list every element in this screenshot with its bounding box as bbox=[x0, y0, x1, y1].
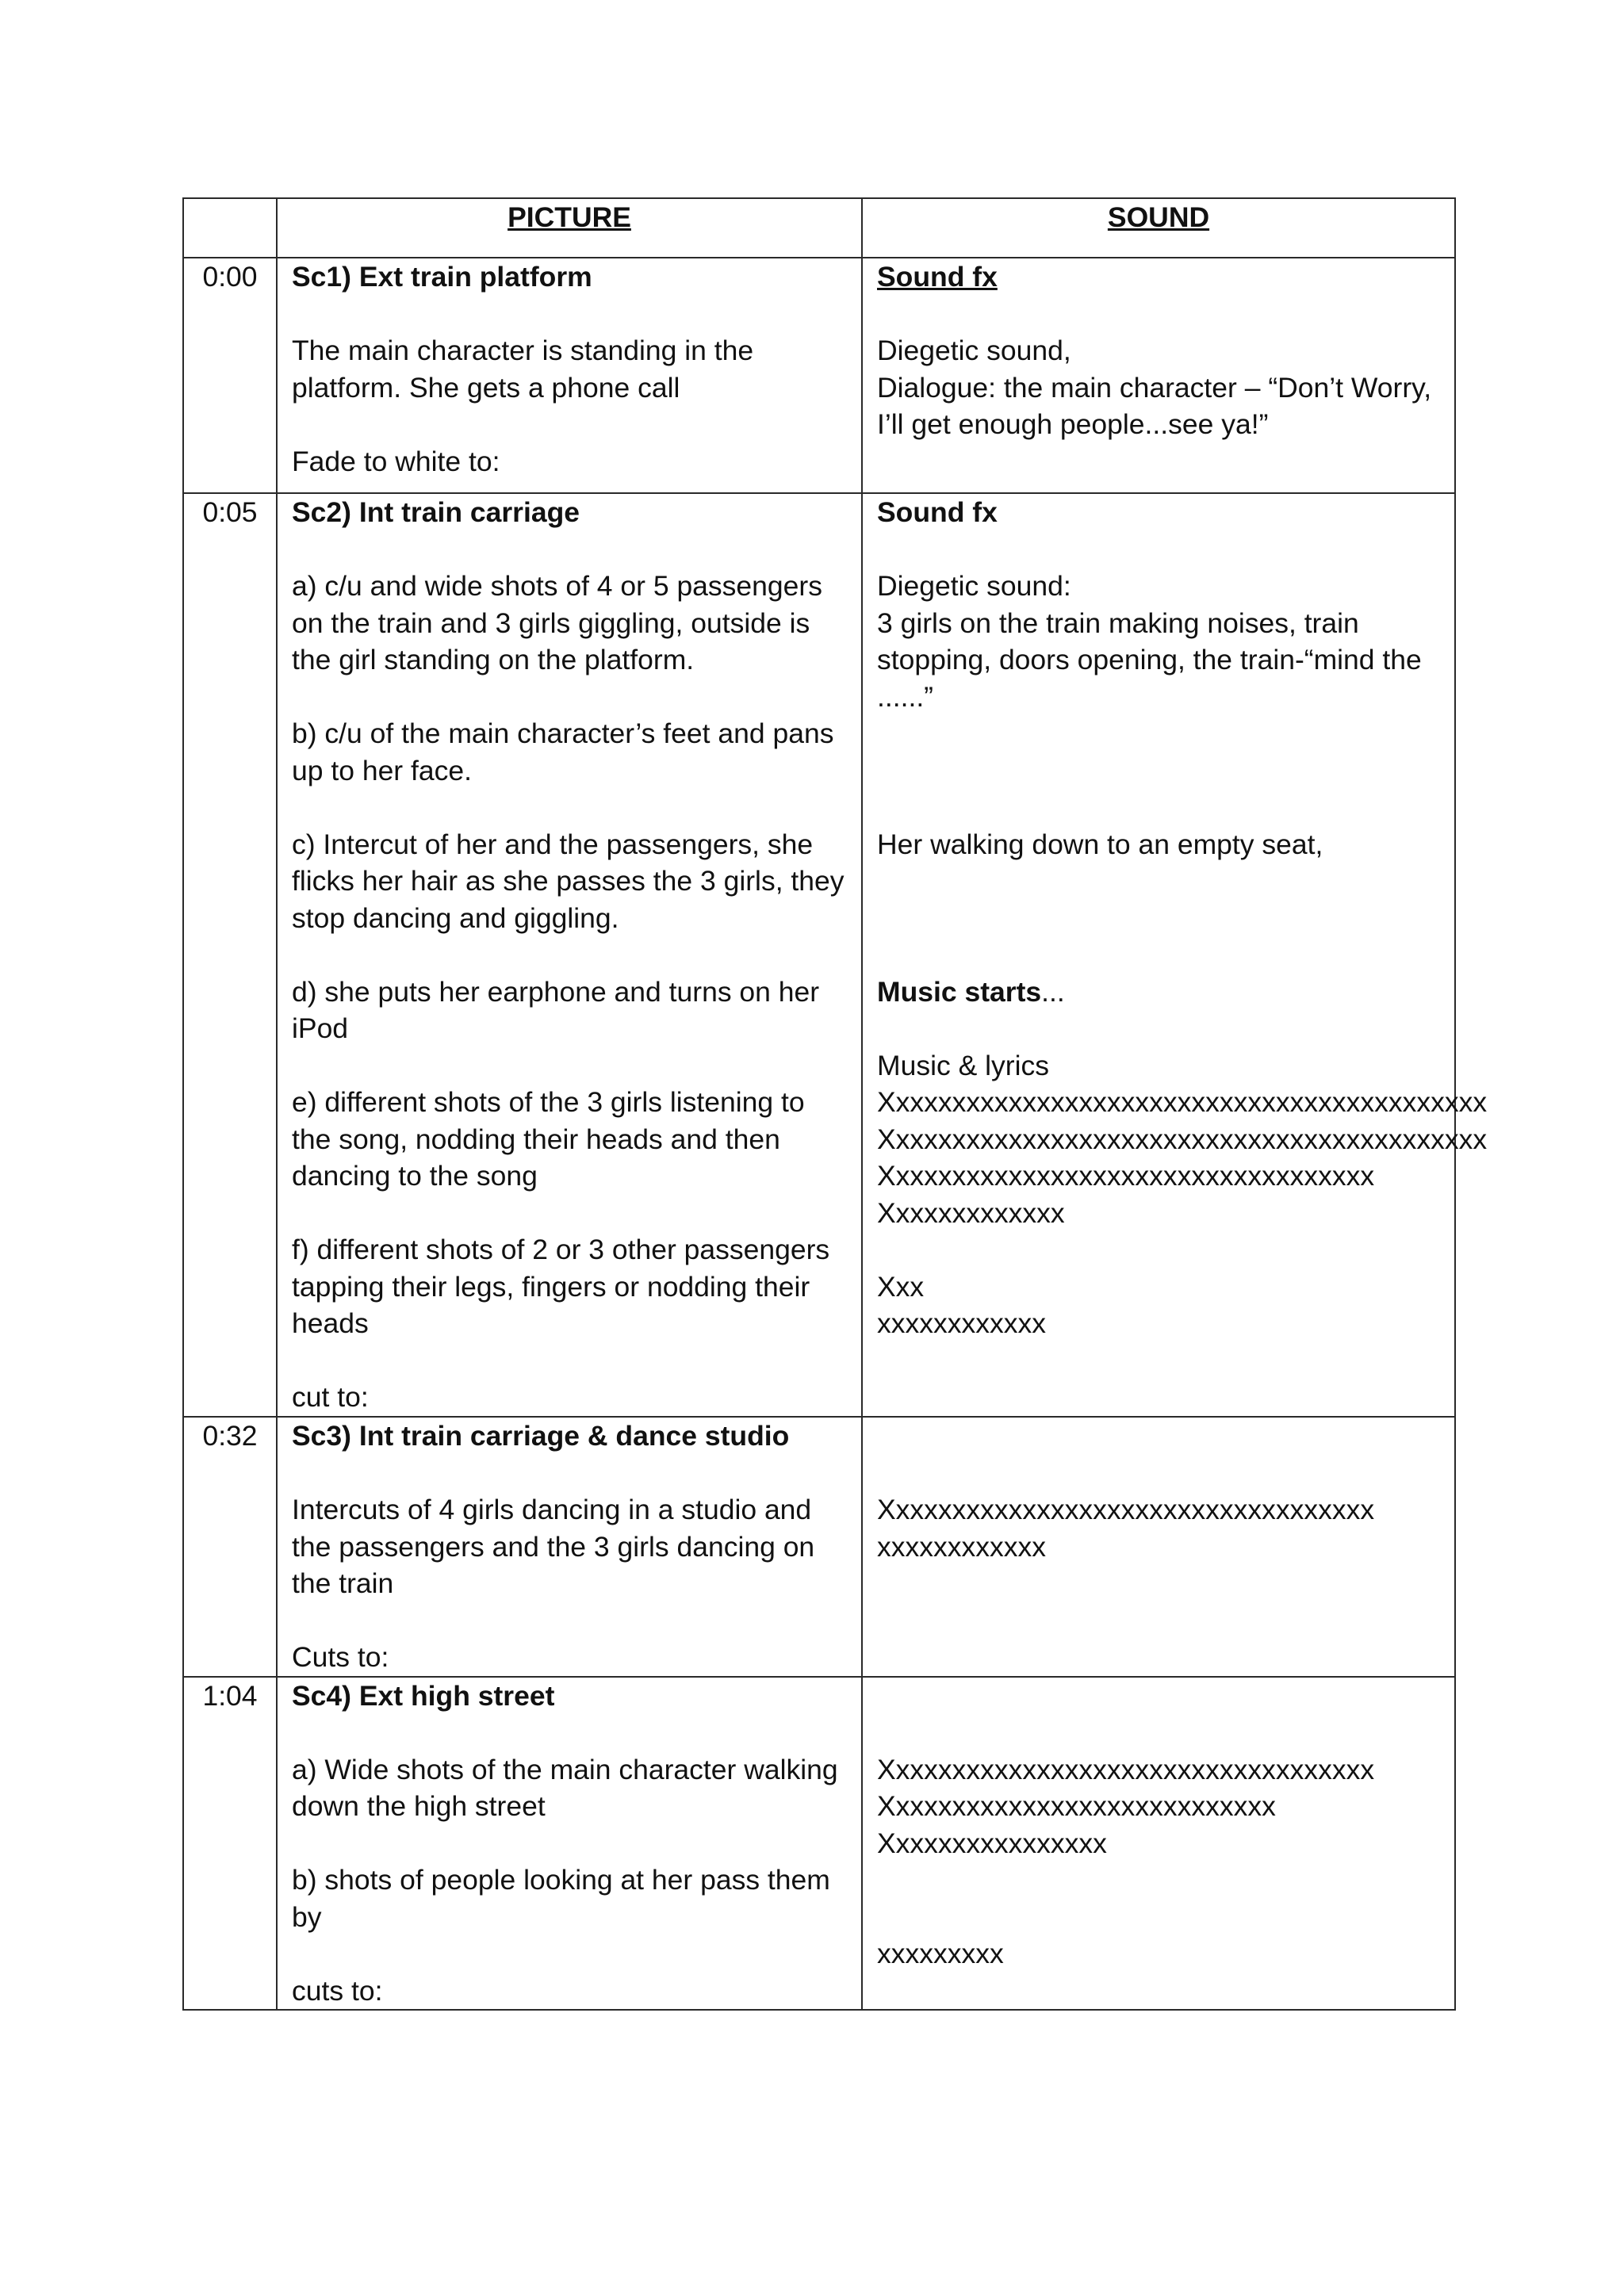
lyric-line: Xxxxxxxxxxxxxxxxxxxxxxxxxxxxxxxxxxx bbox=[877, 1494, 1375, 1525]
lyric-line: xxxxxxxxxxxx bbox=[877, 1307, 1046, 1339]
timecode: 0:05 bbox=[183, 493, 277, 1417]
scene-heading: Sc4) Ext high street bbox=[292, 1679, 555, 1712]
sound-text: Her walking down to an empty seat, bbox=[877, 828, 1323, 860]
transition-text: Cuts to: bbox=[292, 1641, 389, 1673]
sound-cell bbox=[862, 493, 1488, 1417]
picture-header: PICTURE bbox=[277, 198, 862, 258]
timecode: 0:32 bbox=[183, 1417, 277, 1677]
table-row bbox=[183, 1417, 1455, 1677]
transition-text: Fade to white to: bbox=[292, 445, 500, 477]
picture-text: f) different shots of 2 or 3 other passengers tapping their legs, fingers or nodding their heads bbox=[292, 1234, 830, 1339]
picture-text: e) different shots of the 3 girls listening to the song, nodding their heads and then dancing to the song bbox=[292, 1086, 805, 1192]
sound-heading: Sound fx bbox=[877, 496, 998, 528]
timecode: 0:00 bbox=[183, 258, 277, 493]
sound-text: Diegetic sound: bbox=[877, 570, 1071, 602]
lyric-line: Xxxxxxxxxxxxxxxxxxxxxxxxxxxxxxxxxxx bbox=[877, 1753, 1375, 1785]
timecode: 1:04 bbox=[183, 1677, 277, 2011]
lyric-line: Xxxxxxxxxxxxxxxxxxxxxxxxxxxxxxxxxxxxxxxxxxx bbox=[877, 1123, 1488, 1155]
transition-text: cut to: bbox=[292, 1381, 369, 1413]
picture-text: b) shots of people looking at her pass them by bbox=[292, 1864, 830, 1933]
sound-heading: Sound fx bbox=[877, 261, 998, 293]
picture-text: d) she puts her earphone and turns on her iPod bbox=[292, 975, 820, 1044]
picture-cell bbox=[277, 1677, 862, 2011]
lyric-line: Xxx bbox=[877, 1270, 925, 1303]
picture-text: a) Wide shots of the main character walking down the high street bbox=[292, 1753, 838, 1822]
scene-heading: Sc2) Int train carriage bbox=[292, 496, 580, 528]
sound-cell bbox=[862, 1677, 1455, 2011]
lyric-line: Xxxxxxxxxxxxx bbox=[877, 1196, 1065, 1229]
scene-heading: Sc3) Int train carriage & dance studio bbox=[292, 1420, 790, 1452]
picture-text: The main character is standing in the platform. She gets a phone call bbox=[292, 335, 754, 404]
sound-cell bbox=[862, 258, 1455, 493]
table-row bbox=[183, 1677, 1455, 2011]
picture-cell bbox=[277, 1417, 862, 1677]
picture-text: a) c/u and wide shots of 4 or 5 passengers on the train and 3 girls giggling, outside is the girl standing on the platform. bbox=[292, 570, 822, 675]
lyric-line: Xxxxxxxxxxxxxxxxxxxxxxxxxxxxxxxxxxx bbox=[877, 1160, 1375, 1192]
transition-text: cuts to: bbox=[292, 1974, 383, 2007]
scene-heading: Sc1) Ext train platform bbox=[292, 261, 592, 293]
picture-text: Intercuts of 4 girls dancing in a studio and the passengers and the 3 girls dancing on the train bbox=[292, 1494, 815, 1599]
picture-text: c) Intercut of her and the passengers, she flicks her hair as she passes the 3 girls, they stop dancing and giggling. bbox=[292, 828, 845, 934]
script-table bbox=[182, 197, 1488, 2011]
music-starts-ellipsis: ... bbox=[1041, 975, 1065, 1008]
lyric-line: xxxxxxxxx bbox=[877, 1938, 1004, 1969]
music-starts-label: Music starts bbox=[877, 975, 1042, 1008]
sound-text: Music & lyrics bbox=[877, 1049, 1049, 1081]
picture-cell bbox=[277, 493, 862, 1417]
lyric-line: Xxxxxxxxxxxxxxxxxxxxxxxxxxxxxxxxxxxxxxxxxxx bbox=[877, 1086, 1488, 1118]
picture-text: b) c/u of the main character’s feet and pans up to her face. bbox=[292, 718, 834, 786]
picture-cell bbox=[277, 258, 862, 493]
sound-header: SOUND bbox=[862, 198, 1455, 258]
lyric-line: Xxxxxxxxxxxxxxxxxxxxxxxxxxxx bbox=[877, 1790, 1276, 1822]
sound-text: Diegetic sound, bbox=[877, 335, 1071, 366]
lyric-line: Xxxxxxxxxxxxxxxx bbox=[877, 1827, 1107, 1859]
time-header bbox=[183, 198, 277, 258]
table-row bbox=[183, 493, 1455, 1417]
sound-cell bbox=[862, 1417, 1455, 1677]
header-row bbox=[183, 198, 1455, 258]
lyric-line: xxxxxxxxxxxx bbox=[877, 1530, 1046, 1563]
table-row bbox=[183, 258, 1455, 493]
sound-text: 3 girls on the train making noises, train stopping, doors opening, the train-“mind the ......” bbox=[877, 607, 1422, 713]
dialogue-text: Dialogue: the main character – “Don’t Worry, I’ll get enough people...see ya!” bbox=[877, 371, 1432, 440]
music-starts-line bbox=[877, 974, 1440, 1011]
